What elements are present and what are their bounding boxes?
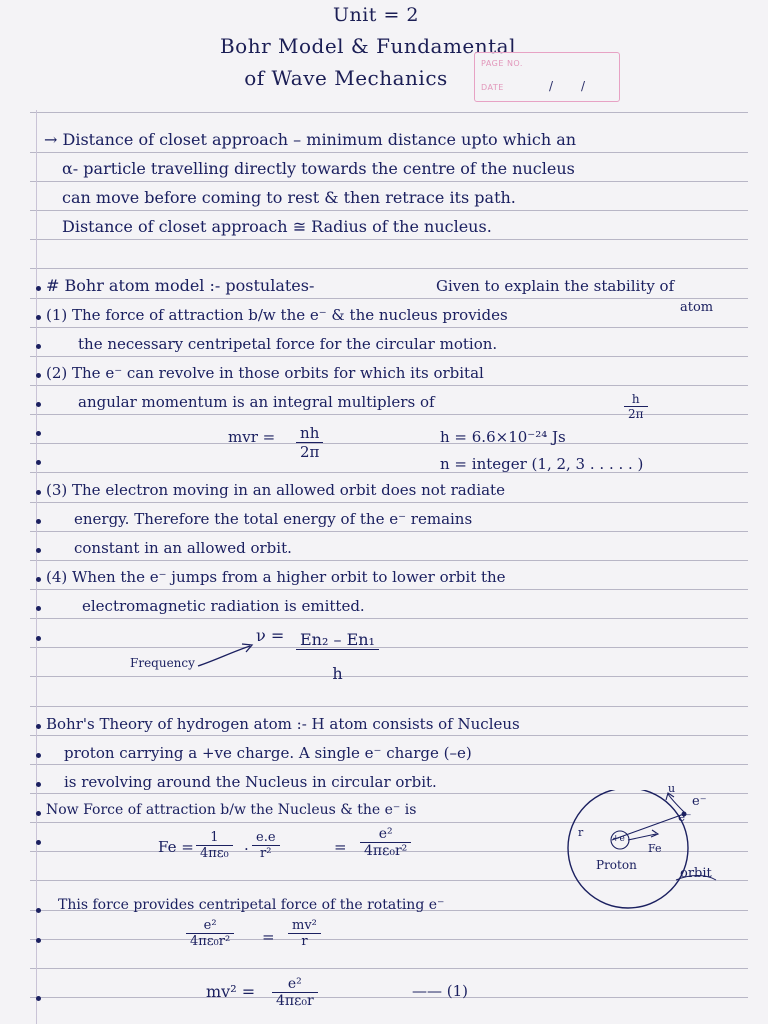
fraction-denominator: 4πε₀ [200,846,229,861]
centripetal-rhs-fraction [288,918,321,949]
energy-difference-fraction [296,630,379,683]
ruled-line [30,152,748,153]
margin-line [36,110,37,1024]
ruled-line [30,181,748,182]
postulate-4-line-2: electromagnetic radiation is emitted. [82,597,365,615]
fraction-denominator: 4πε₀r [276,993,314,1009]
bullet [36,344,41,349]
ruled-line [30,997,748,998]
angular-momentum-lhs: mvr = [228,428,276,446]
fraction-numerator: En₂ – En₁ [296,630,379,650]
hydrogen-line-4: Now Force of attraction b/w the Nucleus & the e⁻ is [46,802,417,818]
closest-approach-line-4: Distance of closet approach ≅ Radius of the nucleus. [62,217,492,236]
bullet [36,577,41,582]
fraction-numerator: e.e [252,830,280,846]
bullet [36,402,41,407]
postulate-3-line-2: energy. Therefore the total energy of the e⁻ remains [74,510,473,528]
bullet [36,606,41,611]
bullet [36,996,41,1001]
equals-sign: = [334,838,347,856]
closest-approach-line-2: α- particle travelling directly towards the centre of the nucleus [62,159,575,178]
bullet [36,315,41,320]
postulate-1-line-1: (1) The force of attraction b/w the e⁻ & the nucleus provides [46,306,508,324]
multiply-dot: . [244,836,249,854]
ruled-line [30,764,748,765]
fraction-denominator: r² [260,846,272,861]
ruled-line [30,385,748,386]
coulomb-constant-fraction [196,830,233,861]
postulate-4-line-1: (4) When the e⁻ jumps from a higher orbit to lower orbit the [46,568,506,586]
final-equation-fraction [272,976,318,1009]
fraction-numerator: 1 [196,830,233,846]
title-line-2: of Wave Mechanics [244,66,448,90]
centripetal-lhs-fraction [186,918,234,949]
fraction-numerator: e² [186,918,234,934]
ruled-line [30,589,748,590]
ruled-line [30,112,748,113]
fraction-denominator: 4πε₀r² [364,843,408,859]
final-equation-lhs: mv² = [206,982,256,1001]
bullet [36,811,41,816]
bullet [36,724,41,729]
ruled-line [30,560,748,561]
equals-sign: = [262,928,275,946]
equation-tag: —— (1) [412,982,469,1000]
bullet [36,548,41,553]
ruled-line [30,502,748,503]
ruled-line [30,531,748,532]
fraction-numerator: e² [360,826,411,843]
bullet [36,938,41,943]
postulate-2-line-2: angular momentum is an integral multiplers of [78,393,435,411]
proton-label: Proton [596,858,637,872]
nucleus-charge-label: +e [612,834,625,844]
frequency-arrow [196,640,256,670]
ruled-line [30,327,748,328]
unit-heading: Unit = 2 [332,4,420,26]
stamp-page-label: PAGE NO. [481,59,523,68]
frequency-lhs: ν = [256,626,285,645]
hydrogen-line-3: is revolving around the Nucleus in circular orbit. [64,773,437,791]
ruled-line [30,239,748,240]
radius-label: r [578,826,584,839]
orbit-label: orbit [680,866,712,881]
fraction-numerator: nh [296,424,323,443]
fraction-numerator: e² [272,976,318,993]
ruled-line [30,210,748,211]
postulates-heading: # Bohr atom model :- postulates- [46,276,315,295]
postulates-heading-note-2: atom [680,300,714,315]
planck-constant-value: h = 6.6×10⁻²⁴ Js [440,428,566,446]
ruled-line [30,356,748,357]
hydrogen-line-5: This force provides centripetal force of the rotating e⁻ [58,897,445,913]
stamp-date-label: DATE [481,83,504,92]
ruled-line [30,706,748,707]
bullet [36,636,41,641]
ruled-line [30,676,748,677]
charge-product-fraction [252,830,280,861]
bullet [36,519,41,524]
postulates-heading-note: Given to explain the stability of [436,277,675,295]
ruled-line [30,618,748,619]
bullet [36,840,41,845]
bullet [36,431,41,436]
bullet [36,782,41,787]
force-result-fraction [360,826,411,859]
bullet [36,908,41,913]
electron-label: e⁻ [678,810,692,824]
fraction-denominator: r [301,934,308,949]
ruled-line [30,268,748,269]
bullet [36,753,41,758]
hydrogen-line-1: Bohr's Theory of hydrogen atom :- H atom consists of Nucleus [46,715,520,733]
fraction-denominator: 4πε₀r² [190,934,231,949]
bullet [36,373,41,378]
electron-label-2: e⁻ [692,794,707,809]
hydrogen-line-2: proton carrying a +ve charge. A single e⁻ charge (–e) [64,744,472,762]
closest-approach-line-1: → Distance of closet approach – minimum distance upto which an [44,130,577,149]
bullet [36,460,41,465]
velocity-label: u [668,782,676,795]
nh-over-2pi-fraction [296,424,323,461]
postulate-1-line-2: the necessary centripetal force for the circular motion. [78,335,498,353]
bullet [36,490,41,495]
ruled-line [30,939,748,940]
ruled-line [30,647,748,648]
fraction-numerator: mv² [288,918,321,934]
force-lhs: Fe = [158,838,194,856]
postulate-3-line-3: constant in an allowed orbit. [74,539,292,557]
n-integer-value: n = integer (1, 2, 3 . . . . . ) [440,455,644,473]
closest-approach-line-3: can move before coming to rest & then retrace its path. [62,188,516,207]
ruled-line [30,298,748,299]
bullet [36,286,41,291]
postulate-3-line-1: (3) The electron moving in an allowed orbit does not radiate [46,481,505,499]
fraction-denominator: 2π [628,407,644,421]
fraction-denominator: h [332,664,343,683]
force-label: Fe [648,842,662,855]
h-over-2pi-fraction [624,392,648,421]
fraction-numerator: h [624,392,648,407]
ruled-line [30,443,748,444]
frequency-label: Frequency [130,656,195,670]
ruled-line [30,968,748,969]
fraction-denominator: 2π [300,443,320,461]
postulate-2-line-1: (2) The e⁻ can revolve in those orbits for which its orbital [46,364,484,382]
title-line-1: Bohr Model & Fundamental [219,34,516,58]
orbit-circle [556,790,746,920]
page-date-stamp: PAGE NO. DATE / / [474,52,620,102]
ruled-line [30,735,748,736]
